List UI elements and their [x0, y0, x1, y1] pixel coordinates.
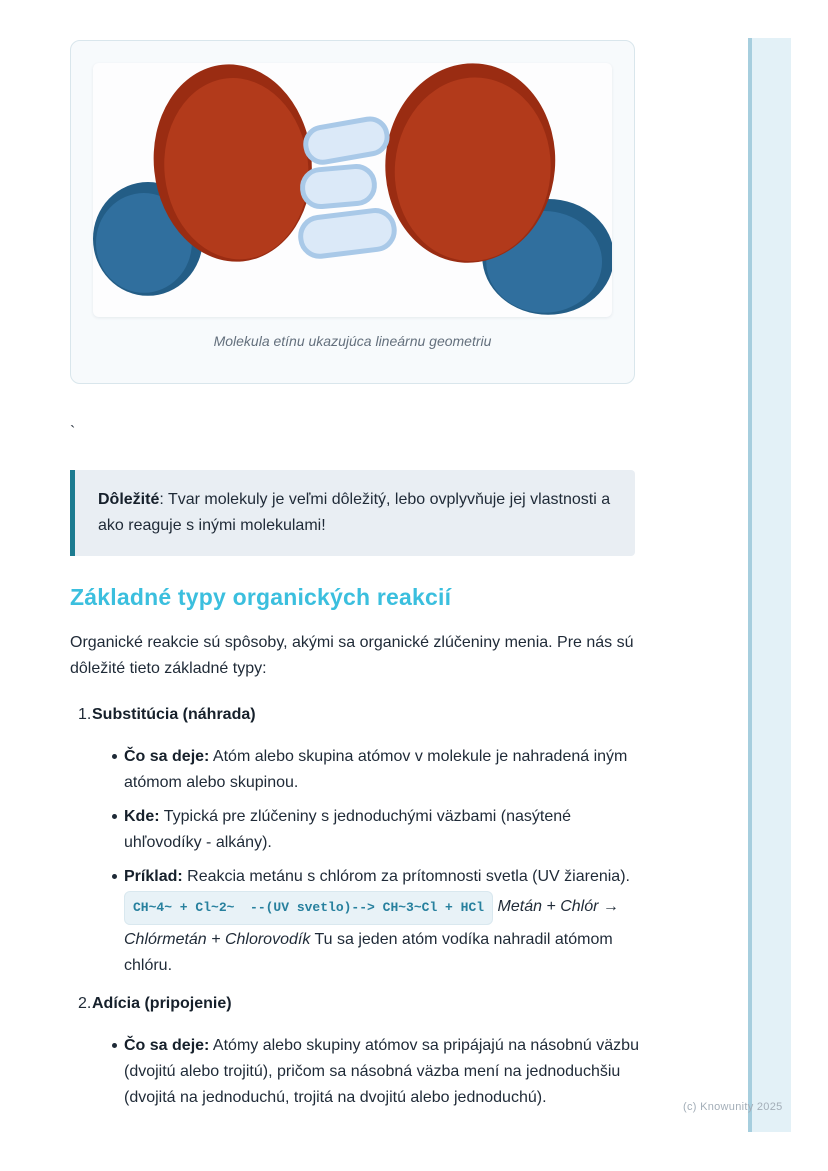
list-item-addition	[70, 991, 640, 1111]
bullet-priklad: Príklad: Reakcia metánu s chlórom za prítomnosti svetla (UV žiarenia). CH~4~ + Cl~2~ --(UV svetlo)--> CH~3~Cl + HCl Metán + Chlór → Chlórmetán + Chlorovodík Tu sa jeden atóm vodíka nahradil atómom chlóru.	[70, 864, 640, 979]
scrollbar-rail[interactable]	[748, 38, 791, 1132]
document-content	[70, 40, 640, 1123]
triple-bond-orbitals	[299, 116, 397, 258]
list-title: Adícia (pripojenie)	[92, 995, 232, 1012]
bullet-co-sa-deje: Čo sa deje: Atóm alebo skupina atómov v molekule je nahradená iným atómom alebo skupinou.	[70, 744, 640, 796]
bullet-marker	[112, 814, 117, 819]
figure-card	[70, 40, 635, 384]
stray-backtick: `	[70, 424, 76, 441]
bullet-marker	[112, 874, 117, 879]
important-callout	[70, 470, 635, 556]
copyright-footer: (c) Knowunity 2025	[683, 1101, 783, 1113]
bullet-kde: Kde: Typická pre zlúčeniny s jednoduchými väzbami (nasýtené uhľovodíky - alkány).	[70, 804, 640, 856]
figure-caption: Molekula etínu ukazujúca lineárnu geometriu	[213, 333, 492, 349]
ethyne-molecule-icon	[93, 63, 612, 317]
section-intro: Organické reakcie sú spôsoby, akými sa organické zlúčeniny menia. Pre nás sú dôležité tieto základné typy:	[70, 634, 634, 677]
list-title: Substitúcia (náhrada)	[92, 706, 256, 723]
bullet-marker	[112, 1043, 117, 1048]
reaction-equation-code: CH~4~ + Cl~2~ --(UV svetlo)--> CH~3~Cl + HCl	[124, 891, 493, 925]
bullet-marker	[112, 754, 117, 759]
bullet-co-sa-deje: Čo sa deje: Atómy alebo skupiny atómov sa pripájajú na násobnú väzbu (dvojitú alebo trojitú), pričom sa násobná väzba mení na jednoduchšiu (dvojitá na jednoduchú, trojitá na dvojitú alebo jednoduchú).	[70, 1033, 640, 1111]
section-heading: Základné typy organických reakcií	[70, 584, 452, 610]
list-item-heading	[70, 991, 640, 1017]
list-number: 1.	[78, 706, 92, 723]
list-number: 2.	[78, 995, 92, 1012]
callout-text: Dôležité: Tvar molekuly je veľmi dôležitý, lebo ovplyvňuje jej vlastnosti a ako reaguje s inými molekulami!	[98, 491, 611, 534]
reaction-names-italic: Metán + Chlór → Chlórmetán + Chlorovodík	[124, 898, 619, 948]
molecule-illustration	[93, 63, 612, 317]
list-item-heading	[70, 702, 640, 728]
callout-label: Dôležité	[98, 491, 160, 508]
list-item-substitution	[70, 702, 640, 979]
